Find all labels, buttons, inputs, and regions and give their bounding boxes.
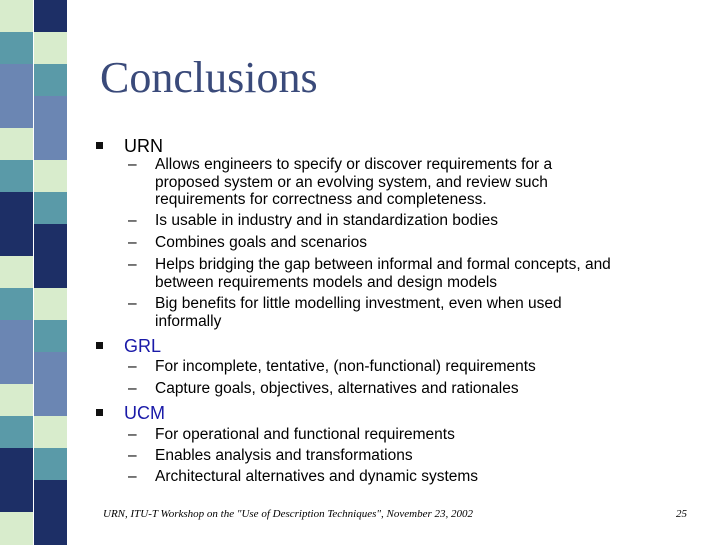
sub-item-line: Allows engineers to specify or discover requirements for a	[155, 156, 553, 173]
decorative-tile	[34, 96, 67, 129]
sub-item-line: For operational and functional requirements	[155, 426, 455, 443]
decorative-tile	[0, 64, 33, 97]
bullet-label: URN	[124, 136, 163, 156]
sub-item	[128, 212, 498, 230]
dash-marker: –	[128, 156, 137, 173]
slide-footer: URN, ITU-T Workshop on the "Use of Description Techniques", November 23, 2002	[103, 508, 473, 520]
decorative-tile	[34, 352, 67, 385]
dash-marker: –	[128, 426, 137, 443]
dash-marker: –	[128, 468, 137, 485]
slide-title: Conclusions	[100, 53, 318, 102]
sub-item-line: Combines goals and scenarios	[155, 234, 367, 251]
sub-item-line: proposed system or an evolving system, and review such	[155, 173, 548, 191]
decorative-tile	[34, 32, 67, 65]
dash-marker: –	[128, 358, 137, 375]
decorative-tile	[34, 448, 67, 481]
decorative-tile	[34, 192, 67, 225]
dash-marker: –	[128, 380, 137, 397]
decorative-tile	[34, 160, 67, 193]
decorative-tile	[34, 64, 67, 97]
sub-item-line: For incomplete, tentative, (non-functional) requirements	[155, 358, 536, 375]
sub-item-line: Enables analysis and transformations	[155, 447, 413, 464]
sub-item-line: Capture goals, objectives, alternatives and rationales	[155, 380, 519, 397]
decorative-tile	[34, 224, 67, 257]
sub-item	[128, 447, 413, 465]
decorative-tile	[0, 480, 33, 513]
decorative-tile	[0, 224, 33, 257]
sub-item	[128, 156, 552, 209]
decorative-tile	[0, 256, 33, 289]
decorative-tile	[0, 288, 33, 321]
decorative-tile	[0, 512, 33, 545]
decorative-tile	[0, 96, 33, 129]
sub-item-line: informally	[155, 312, 222, 330]
decorative-tile	[0, 384, 33, 417]
sub-item	[128, 234, 367, 252]
dash-marker: –	[128, 256, 137, 273]
square-bullet-icon	[96, 409, 103, 416]
decorative-tile	[34, 320, 67, 353]
sub-item-line: Architectural alternatives and dynamic systems	[155, 468, 479, 485]
decorative-tile	[34, 384, 67, 417]
decorative-tile	[34, 416, 67, 449]
bullet-label: UCM	[124, 403, 165, 423]
decorative-tile	[34, 512, 67, 545]
page-number: 25	[676, 508, 687, 520]
decorative-tile	[34, 0, 67, 33]
sub-item-line: Helps bridging the gap between informal and formal concepts, and	[155, 256, 611, 273]
dash-marker: –	[128, 295, 137, 312]
decorative-tile	[0, 32, 33, 65]
decorative-tile	[0, 352, 33, 385]
decorative-tile	[0, 192, 33, 225]
dash-marker: –	[128, 212, 137, 229]
decorative-tile	[34, 480, 67, 513]
decorative-tile	[0, 416, 33, 449]
decorative-tile	[34, 128, 67, 161]
sub-item	[128, 468, 478, 486]
sub-item-line: Is usable in industry and in standardization bodies	[155, 212, 498, 229]
decorative-tile	[34, 288, 67, 321]
sub-item	[128, 380, 519, 398]
dash-marker: –	[128, 447, 137, 464]
sub-item	[128, 358, 536, 376]
dash-marker: –	[128, 234, 137, 251]
decorative-tile	[0, 448, 33, 481]
sub-item-line: Big benefits for little modelling investment, even when used	[155, 295, 562, 312]
decorative-left-bar	[0, 0, 67, 540]
decorative-tile	[0, 320, 33, 353]
decorative-tile	[34, 256, 67, 289]
sub-item	[128, 256, 611, 291]
sub-item-line: requirements for correctness and completeness.	[155, 191, 487, 208]
decorative-tile	[0, 160, 33, 193]
sub-item	[128, 295, 562, 330]
decorative-tile	[0, 128, 33, 161]
sub-item-line: between requirements models and design models	[155, 273, 498, 291]
decorative-tile	[0, 0, 33, 33]
bullet-label: GRL	[124, 336, 162, 356]
square-bullet-icon	[96, 142, 103, 149]
sub-item	[128, 426, 455, 444]
square-bullet-icon	[96, 342, 103, 349]
